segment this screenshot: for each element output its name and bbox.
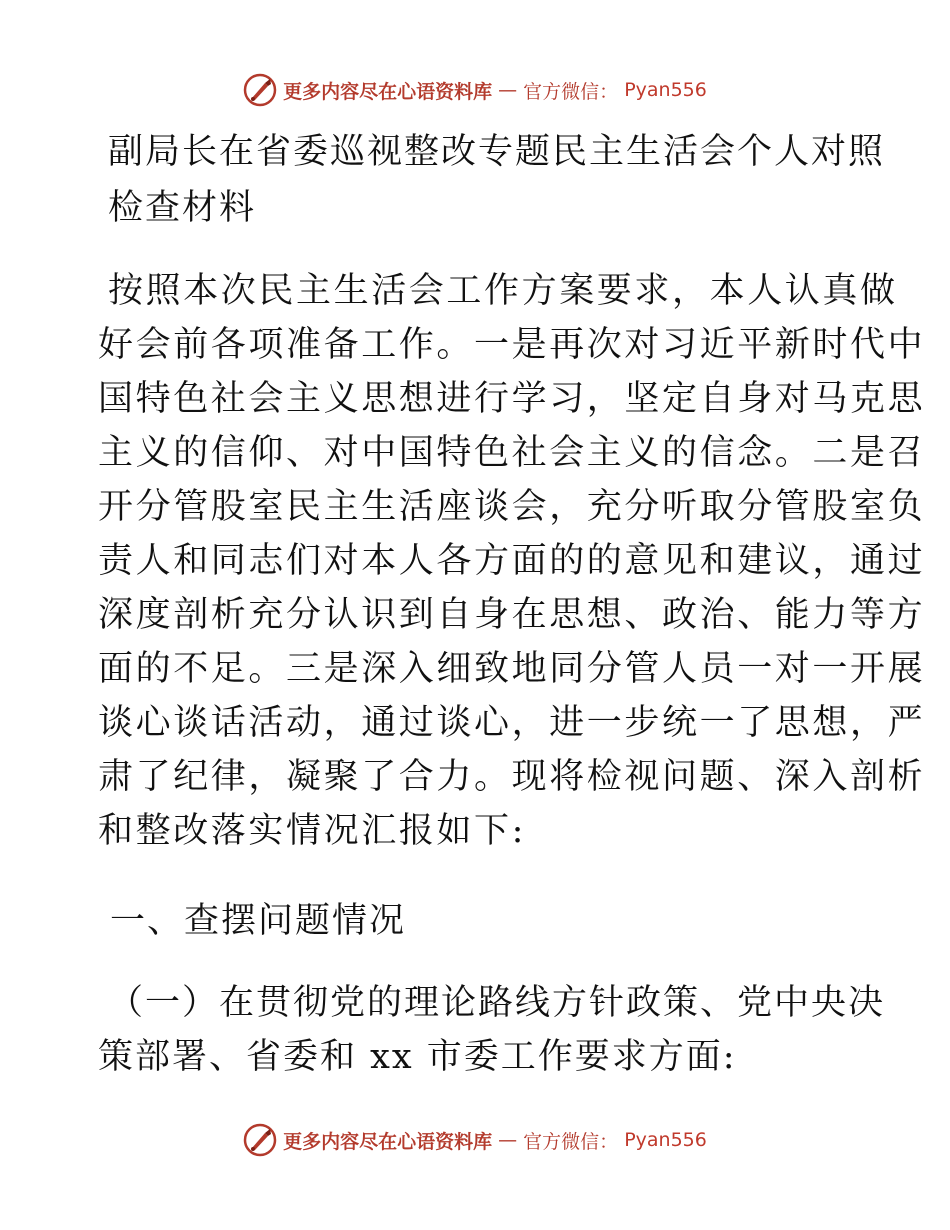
subsection-line: 策部署、省委和 xx 市委工作要求方面: <box>98 1037 737 1077</box>
watermark-footer <box>0 1120 950 1160</box>
subsection-heading <box>98 976 886 1084</box>
watermark-dash: — <box>498 1129 518 1151</box>
subsection-line: （一）在贯彻党的理论路线方针政策、党中央决 <box>108 983 886 1023</box>
title-line-1: 副局长在省委巡视整改专题民主生活会个人对照 <box>108 132 886 172</box>
watermark-main-text: 更多内容尽在心语资料库 <box>283 1130 493 1153</box>
quill-pen-logo-icon <box>243 1123 277 1157</box>
paragraph-line: 肃了纪律，凝聚了合力。现将检视问题、深入剖析 <box>98 757 926 797</box>
paragraph-line: 好会前各项准备工作。一是再次对习近平新时代中 <box>98 325 926 365</box>
watermark-contact-label: 官方微信： <box>523 80 619 103</box>
quill-pen-logo-icon <box>243 73 277 107</box>
watermark-contact-label: 官方微信： <box>523 1130 619 1153</box>
paragraph-line: 责人和同志们对本人各方面的的意见和建议，通过 <box>98 541 926 581</box>
paragraph-line: 深度剖析充分认识到自身在思想、政治、能力等方 <box>98 595 926 635</box>
document-body <box>98 124 926 1084</box>
section-heading: 一、查摆问题情况 <box>110 901 407 941</box>
paragraph-line: 国特色社会主义思想进行学习，坚定自身对马克思 <box>98 379 926 419</box>
watermark-contact-id: Pyan556 <box>624 79 707 101</box>
document-title <box>98 124 886 236</box>
watermark-main-text: 更多内容尽在心语资料库 <box>283 80 493 103</box>
paragraph-line: 主义的信仰、对中国特色社会主义的信念。二是召 <box>98 433 926 473</box>
watermark-contact-id: Pyan556 <box>624 1129 707 1151</box>
intro-paragraph <box>98 264 926 858</box>
paragraph-line: 谈心谈话活动，通过谈心，进一步统一了思想，严 <box>98 703 926 743</box>
paragraph-line: 按照本次民主生活会工作方案要求，本人认真做 <box>108 271 898 311</box>
paragraph-line: 和整改落实情况汇报如下: <box>98 811 526 851</box>
watermark-header <box>0 70 950 110</box>
watermark-dash: — <box>498 79 518 101</box>
paragraph-line: 面的不足。三是深入细致地同分管人员一对一开展 <box>98 649 926 689</box>
paragraph-line: 开分管股室民主生活座谈会，充分听取分管股室负 <box>98 487 926 527</box>
title-line-2: 检查材料 <box>108 188 257 228</box>
